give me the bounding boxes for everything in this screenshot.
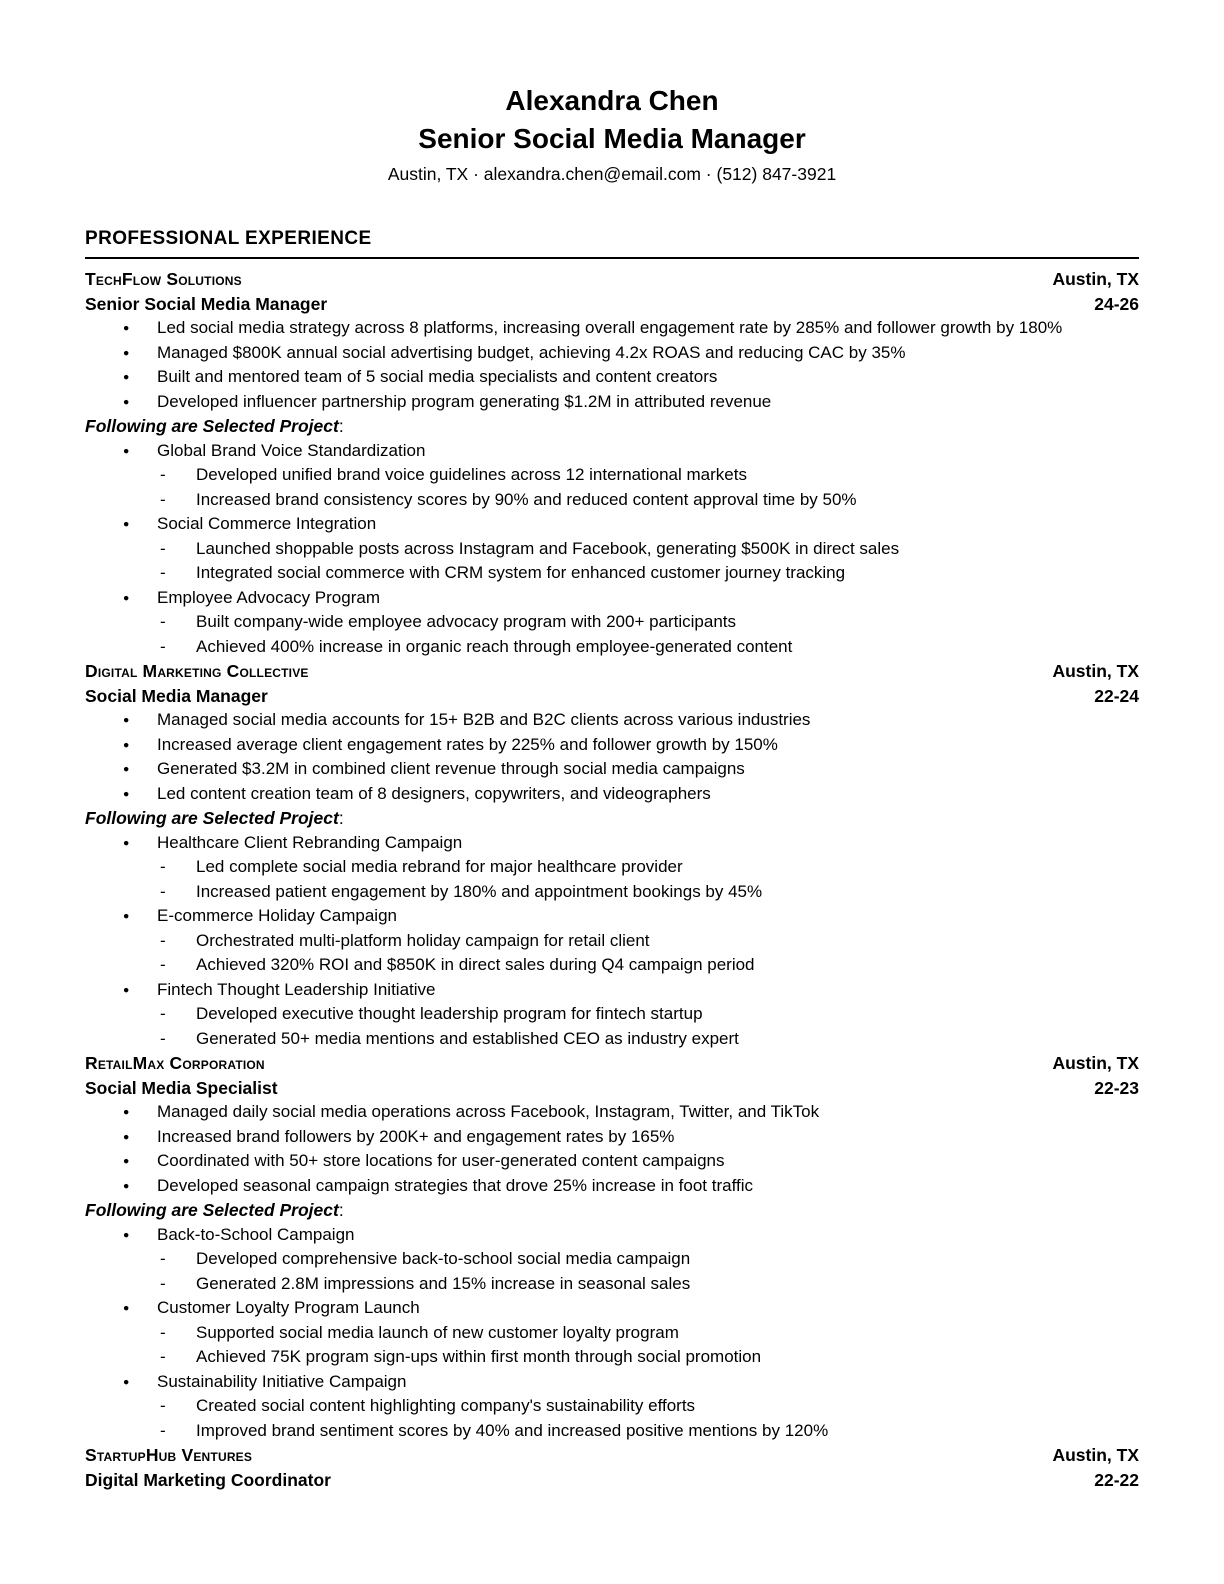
bullet-icon: ● (123, 322, 130, 334)
project-detail-item (85, 1002, 1139, 1027)
project-detail: Improved brand sentiment scores by 40% and increased positive mentions by 120% (196, 1420, 829, 1440)
experience-bullet-item (85, 708, 1139, 733)
dash-icon: - (160, 465, 166, 484)
job-title-row (85, 1076, 1139, 1101)
experience-bullet-item (85, 733, 1139, 758)
project-detail: Orchestrated multi-platform holiday campaign for retail client (196, 930, 650, 950)
contact-line: Austin, TX · alexandra.chen@email.com · (512) 847-3921 (387, 164, 837, 184)
experience-bullet: Managed daily social media operations across Facebook, Instagram, Twitter, and TikTok (157, 1102, 820, 1121)
project-detail: Developed comprehensive back-to-school social media campaign (196, 1249, 691, 1268)
project-name: Sustainability Initiative Campaign (157, 1371, 407, 1391)
job-title-row (85, 1468, 1139, 1493)
job-header-row (85, 659, 1139, 684)
project-name-item (85, 439, 1139, 464)
project-name-item (85, 831, 1139, 856)
project-name-item (85, 904, 1139, 929)
project-name: Social Commerce Integration (157, 514, 377, 533)
project-detail-item (85, 1247, 1139, 1272)
project-name-item (85, 512, 1139, 537)
company-name: StartupHub Ventures (85, 1445, 253, 1465)
selected-projects-label-text: Following are Selected Project (85, 416, 339, 436)
job-bullets (85, 1100, 1139, 1198)
bullet-icon: ● (123, 836, 130, 849)
company-name: RetailMax Corporation (85, 1053, 265, 1073)
project-name-item (85, 1223, 1139, 1248)
bullet-icon: ● (123, 787, 130, 800)
job-title: Digital Marketing Coordinator (85, 1469, 331, 1490)
project-detail-item (85, 1394, 1139, 1419)
dash-icon: - (160, 612, 166, 631)
dash-icon: - (160, 1396, 166, 1415)
bullet-icon: ● (123, 518, 130, 530)
bullet-icon: ● (123, 1179, 130, 1192)
person-title: Senior Social Media Manager (418, 123, 806, 154)
project-detail: Supported social media launch of new customer loyalty program (196, 1322, 679, 1342)
bullet-icon: ● (123, 346, 130, 359)
project-detail-item (85, 463, 1139, 488)
project-name: Healthcare Client Rebranding Campaign (157, 832, 463, 852)
experience-bullet: Led content creation team of 8 designers, copywriters, and videographers (157, 783, 711, 803)
selected-projects-label-text: Following are Selected Project (85, 808, 339, 828)
project-name: E-commerce Holiday Campaign (157, 906, 397, 925)
project-name: Global Brand Voice Standardization (157, 440, 426, 460)
project-name: Employee Advocacy Program (157, 587, 380, 607)
project-detail: Created social content highlighting company's sustainability efforts (196, 1396, 696, 1415)
project-detail-item (85, 537, 1139, 562)
job-entry (85, 1443, 1139, 1492)
job-title: Senior Social Media Manager (85, 293, 328, 314)
experience-bullet-item (85, 782, 1139, 807)
project-detail-item (85, 561, 1139, 586)
job-entry (85, 659, 1139, 1051)
experience-bullet-item (85, 1125, 1139, 1150)
bullet-icon: ● (123, 395, 130, 408)
project-detail: Developed unified brand voice guidelines across 12 international markets (196, 465, 747, 484)
bullet-icon: ● (123, 1130, 130, 1143)
bullet-icon: ● (123, 1375, 130, 1388)
job-header-row (85, 1443, 1139, 1468)
job-location: Austin, TX (1052, 1053, 1139, 1073)
experience-bullet-item (85, 390, 1139, 415)
experience-bullet-item (85, 1174, 1139, 1199)
section-heading-professional-experience: PROFESSIONAL EXPERIENCE (85, 227, 1139, 259)
bullet-icon: ● (123, 371, 130, 383)
project-detail: Built company-wide employee advocacy program with 200+ participants (196, 612, 737, 631)
job-title-row (85, 292, 1139, 317)
experience-bullet: Generated $3.2M in combined client revenue through social media campaigns (157, 759, 745, 778)
project-detail: Achieved 400% increase in organic reach through employee-generated content (196, 636, 793, 656)
job-projects (85, 831, 1139, 1052)
job-location: Austin, TX (1052, 1445, 1139, 1465)
project-detail: Led complete social media rebrand for major healthcare provider (196, 857, 683, 876)
experience-bullet: Built and mentored team of 5 social media specialists and content creators (157, 367, 718, 386)
jobs-list (85, 267, 1139, 1492)
experience-bullet: Coordinated with 50+ store locations for user-generated content campaigns (157, 1151, 725, 1170)
job-entry (85, 267, 1139, 659)
bullet-icon: ● (123, 1106, 130, 1118)
project-detail-item (85, 1345, 1139, 1370)
project-detail-item (85, 488, 1139, 513)
job-dates: 22-22 (1094, 1469, 1139, 1490)
experience-bullet: Managed $800K annual social advertising budget, achieving 4.2x ROAS and reducing CAC by 35% (157, 342, 906, 362)
job-dates: 24-26 (1094, 293, 1139, 314)
project-detail-item (85, 880, 1139, 905)
selected-projects-label (85, 414, 1139, 439)
person-name: Alexandra Chen (505, 85, 719, 116)
bullet-icon: ● (123, 983, 130, 996)
project-detail-item (85, 1321, 1139, 1346)
project-detail-item (85, 929, 1139, 954)
experience-bullet: Increased brand followers by 200K+ and engagement rates by 165% (157, 1126, 675, 1146)
project-name: Fintech Thought Leadership Initiative (157, 979, 436, 999)
job-dates: 22-24 (1094, 685, 1139, 706)
dash-icon: - (160, 636, 166, 656)
project-detail: Increased brand consistency scores by 90% and reduced content approval time by 50% (196, 489, 857, 509)
project-detail: Launched shoppable posts across Instagram and Facebook, generating $500K in direct sales (196, 538, 900, 558)
project-name-item (85, 586, 1139, 611)
project-name: Back-to-School Campaign (157, 1224, 355, 1244)
dash-icon: - (160, 1028, 166, 1048)
bullet-icon: ● (123, 910, 130, 922)
selected-projects-label (85, 1198, 1139, 1223)
dash-icon: - (160, 1347, 166, 1366)
project-detail: Integrated social commerce with CRM system for enhanced customer journey tracking (196, 563, 846, 582)
project-name-item (85, 1370, 1139, 1395)
resume-header (85, 82, 1139, 187)
job-location: Austin, TX (1052, 269, 1139, 289)
dash-icon: - (160, 930, 166, 950)
project-detail-item (85, 1272, 1139, 1297)
job-dates: 22-23 (1094, 1077, 1139, 1098)
job-projects (85, 439, 1139, 660)
job-title-row (85, 684, 1139, 709)
bullet-icon: ● (123, 1302, 130, 1314)
bullet-icon: ● (123, 1228, 130, 1241)
job-projects (85, 1223, 1139, 1444)
project-detail-item (85, 635, 1139, 660)
dash-icon: - (160, 1004, 166, 1023)
bullet-icon: ● (123, 763, 130, 775)
selected-projects-colon: : (338, 416, 344, 436)
experience-bullet-item (85, 341, 1139, 366)
experience-bullet-item (85, 1149, 1139, 1174)
project-name-item (85, 1296, 1139, 1321)
bullet-icon: ● (123, 591, 130, 604)
job-title: Social Media Specialist (85, 1077, 278, 1098)
experience-bullet-item (85, 365, 1139, 390)
project-detail-item (85, 1027, 1139, 1052)
bullet-icon: ● (123, 714, 130, 726)
project-detail: Developed executive thought leadership program for fintech startup (196, 1004, 703, 1023)
bullet-icon: ● (123, 1155, 130, 1167)
dash-icon: - (160, 563, 166, 582)
project-detail: Achieved 75K program sign-ups within first month through social promotion (196, 1347, 762, 1366)
job-header-row (85, 267, 1139, 292)
project-detail: Generated 50+ media mentions and established CEO as industry expert (196, 1028, 739, 1048)
job-bullets (85, 708, 1139, 806)
experience-bullet: Developed influencer partnership program generating $1.2M in attributed revenue (157, 391, 772, 411)
experience-bullet: Increased average client engagement rates by 225% and follower growth by 150% (157, 734, 778, 754)
project-detail-item (85, 855, 1139, 880)
project-detail: Generated 2.8M impressions and 15% increase in seasonal sales (196, 1273, 691, 1293)
dash-icon: - (160, 955, 166, 974)
project-name: Customer Loyalty Program Launch (157, 1298, 420, 1317)
project-name-item (85, 978, 1139, 1003)
project-detail-item (85, 953, 1139, 978)
selected-projects-label (85, 806, 1139, 831)
dash-icon: - (160, 1420, 166, 1440)
experience-bullet-item (85, 757, 1139, 782)
dash-icon: - (160, 1322, 166, 1342)
project-detail: Achieved 320% ROI and $850K in direct sales during Q4 campaign period (196, 955, 755, 974)
company-name: TechFlow Solutions (85, 269, 242, 289)
selected-projects-colon: : (338, 1200, 344, 1220)
dash-icon: - (160, 1273, 166, 1293)
job-location: Austin, TX (1052, 661, 1139, 681)
experience-bullet: Managed social media accounts for 15+ B2B and B2C clients across various industries (157, 710, 811, 729)
job-entry (85, 1051, 1139, 1443)
selected-projects-label-text: Following are Selected Project (85, 1200, 339, 1220)
dash-icon: - (160, 489, 166, 509)
experience-bullet-item (85, 1100, 1139, 1125)
dash-icon: - (160, 1249, 166, 1268)
company-name: Digital Marketing Collective (85, 661, 309, 681)
project-detail: Increased patient engagement by 180% and appointment bookings by 45% (196, 881, 763, 901)
bullet-icon: ● (123, 738, 130, 751)
job-title: Social Media Manager (85, 685, 268, 706)
bullet-icon: ● (123, 444, 130, 457)
dash-icon: - (160, 881, 166, 901)
job-header-row (85, 1051, 1139, 1076)
experience-bullet: Developed seasonal campaign strategies that drove 25% increase in foot traffic (157, 1175, 753, 1195)
project-detail-item (85, 610, 1139, 635)
dash-icon: - (160, 538, 166, 558)
experience-bullet-item (85, 316, 1139, 341)
project-detail-item (85, 1419, 1139, 1444)
dash-icon: - (160, 857, 166, 876)
selected-projects-colon: : (338, 808, 344, 828)
job-bullets (85, 316, 1139, 414)
experience-bullet: Led social media strategy across 8 platforms, increasing overall engagement rate by 285% and follower growth by 180% (157, 318, 1063, 337)
